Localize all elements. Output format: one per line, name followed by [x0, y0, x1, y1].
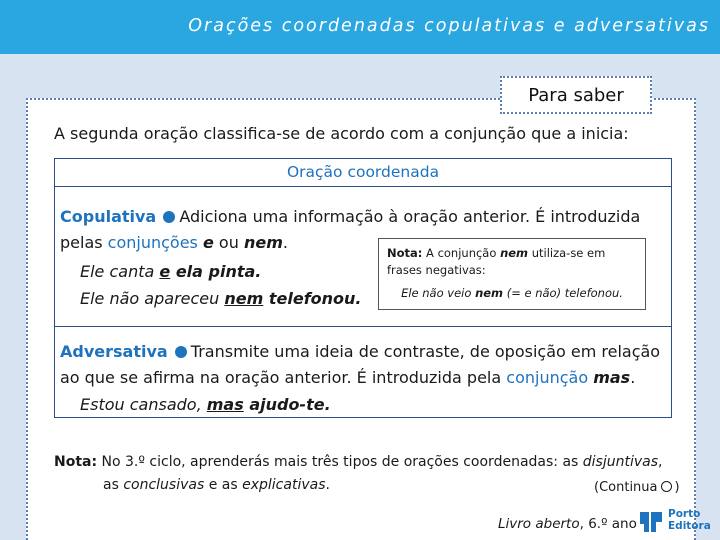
box-divider	[54, 326, 672, 327]
intro-text: A segunda oração classifica-se de acordo com a conjunção que a inicia:	[54, 124, 629, 143]
text-fragment: ajudo-te.	[249, 395, 331, 414]
title-bar	[0, 0, 720, 54]
term-conclusivas: conclusivas	[123, 477, 205, 493]
text-fragment: ao que se afirma na oração anterior. É introduzida pela	[60, 368, 507, 387]
term-explicativas: explicativas	[242, 477, 326, 493]
book-name: Livro aberto	[498, 516, 580, 532]
text-fragment: .	[282, 233, 288, 252]
text-fragment: A conjunção	[422, 246, 501, 260]
circle-icon	[661, 481, 672, 492]
note-line-2: frases negativas:	[387, 263, 486, 277]
bullet-dot-icon	[175, 346, 187, 358]
slide-title: Orações coordenadas copulativas e adversativas	[188, 16, 710, 36]
text-fragment: as	[103, 477, 124, 493]
conjuncao-link: conjunção	[506, 368, 589, 387]
para-saber-badge: Para saber	[500, 76, 652, 114]
bullet-dot-icon	[163, 211, 175, 223]
note-label: Nota:	[387, 246, 423, 260]
text-fragment: Ele canta	[80, 262, 160, 281]
copulativa-definition: Adiciona uma informação à oração anterior. É introduzida	[179, 207, 641, 226]
footer-book-title	[498, 516, 637, 532]
text-fragment: telefonou.	[268, 289, 362, 308]
conjunction-e: e	[159, 262, 171, 281]
example-2	[80, 289, 362, 309]
bottom-note-line-1	[54, 454, 662, 470]
conjunction-nem: nem	[500, 246, 529, 260]
text-fragment: Estou cansado,	[80, 395, 207, 414]
porto-editora-logo-icon	[638, 510, 664, 534]
copulativa-term: Copulativa	[60, 207, 157, 226]
adversativa-term: Adversativa	[60, 342, 168, 361]
conjunction-nem: nem	[224, 289, 264, 308]
note-label: Nota:	[54, 454, 98, 470]
grade-label: , 6.º ano	[579, 516, 637, 532]
text-fragment: ,	[658, 454, 663, 470]
text-fragment: )	[674, 480, 680, 495]
logo-line-1: Porto	[668, 508, 701, 520]
example-3	[80, 395, 331, 415]
text-fragment: .	[630, 368, 636, 387]
adversativa-line	[60, 342, 660, 362]
copulativa-line-2	[60, 233, 288, 253]
term-disjuntivas: disjuntivas	[582, 454, 659, 470]
text-fragment: No 3.º ciclo, aprenderás mais três tipos de orações coordenadas: as	[97, 454, 583, 470]
conjunction-mas: mas	[206, 395, 244, 414]
text-fragment: ou	[213, 233, 244, 252]
text-fragment: e as	[204, 477, 243, 493]
adversativa-line-2	[60, 368, 635, 388]
conjunction-nem: nem	[243, 233, 283, 252]
continua-link[interactable]	[594, 480, 680, 495]
conjunction-nem: nem	[475, 286, 504, 300]
text-fragment: utiliza-se em	[528, 246, 606, 260]
text-fragment: .	[325, 477, 330, 493]
text-fragment: pelas	[60, 233, 108, 252]
conjunction-e: e	[202, 233, 214, 252]
copulativa-line	[60, 207, 640, 227]
nem-note-box	[378, 238, 646, 310]
note-line-1	[387, 245, 637, 262]
porto-editora-logo	[638, 508, 711, 536]
example-1	[80, 262, 261, 282]
text-fragment: Ele não apareceu	[80, 289, 225, 308]
logo-wordmark	[668, 508, 711, 532]
note-example	[387, 285, 637, 302]
logo-line-2: Editora	[668, 520, 711, 532]
conjunction-mas: mas	[593, 368, 631, 387]
text-fragment: ela pinta.	[175, 262, 262, 281]
box-heading: Oração coordenada	[54, 158, 672, 187]
text-fragment: (= e não) telefonou.	[503, 286, 623, 300]
adversativa-definition: Transmite uma ideia de contraste, de oposição em relação	[190, 342, 661, 361]
text-fragment: Ele não veio	[401, 286, 476, 300]
conjuncoes-link: conjunções	[107, 233, 198, 252]
bottom-note-line-2	[103, 477, 330, 493]
continua-label: (Continua	[594, 480, 658, 495]
